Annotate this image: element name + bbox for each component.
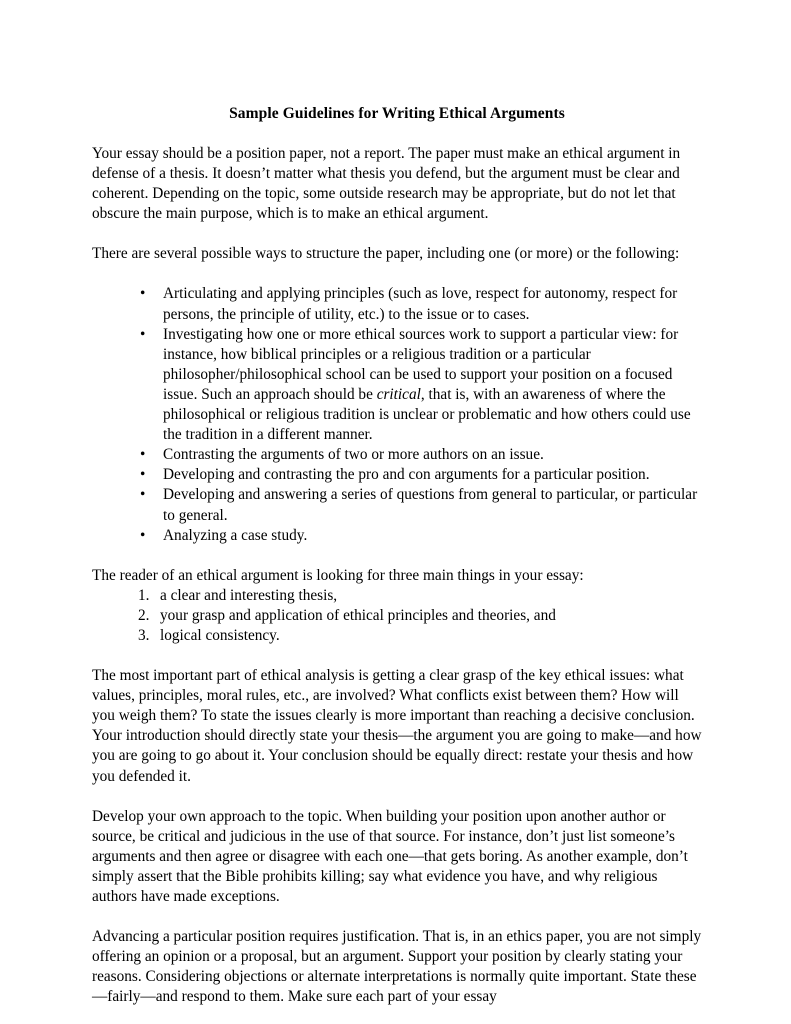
structure-bullet-list bbox=[92, 284, 702, 545]
bullet-text: Analyzing a case study. bbox=[163, 526, 308, 544]
intro-paragraph: Your essay should be a position paper, not a report. The paper must make an ethical argument in defense of a thesis. It doesn’t matter what thesis you defend, but the argument must be clear and coherent. Depending on the topic, some outside research may be appropriate, but do not let that obscure the main purpose, which is to make an ethical argument. bbox=[92, 145, 681, 223]
reader-numbered-list bbox=[92, 586, 702, 646]
list-item bbox=[92, 465, 702, 485]
list-item: your grasp and application of ethical principles and theories, and bbox=[160, 606, 556, 624]
list-item bbox=[92, 445, 702, 465]
paragraph-analysis: The most important part of ethical analysis is getting a clear grasp of the key ethical issues: what values, principles, moral rules, etc., are involved? What conflicts exist between them? How will you weigh them? To state the issues clearly is more important than reaching a decisive conclusion. Your introduction should directly state your thesis—the argument you are going to make—and how you are going to go about it. Your conclusion should be equally direct: restate your thesis and how you defended it. bbox=[92, 667, 702, 785]
bullet-text-continued: , that is, with an awareness of where the philosophical or religious tradition is unclear or problematic and how others could use the tradition in a different manner. bbox=[163, 385, 691, 444]
bullet-text: Articulating and applying principles (such as love, respect for autonomy, respect for persons, the principle of utility, etc.) to the issue or to cases. bbox=[163, 285, 678, 323]
bullet-text: Contrasting the arguments of two or more authors on an issue. bbox=[163, 446, 544, 464]
bullet-text: Investigating how one or more ethical sources work to support a particular view: for instance, how biblical principles or a religious tradition or a particular philosopher/philosophical school can be used to support your position on a focused issue. Such an approach should be bbox=[163, 325, 679, 403]
bullet-text: Developing and contrasting the pro and con arguments for a particular position. bbox=[163, 466, 650, 484]
page-title: Sample Guidelines for Writing Ethical Arguments bbox=[229, 105, 565, 122]
list-item: logical consistency. bbox=[160, 626, 280, 644]
list-item bbox=[92, 325, 702, 446]
spacer bbox=[92, 646, 702, 666]
list-item bbox=[92, 485, 702, 525]
spacer bbox=[92, 546, 702, 566]
list-item: a clear and interesting thesis, bbox=[160, 586, 338, 604]
structure-lead-in: There are several possible ways to structure the paper, including one (or more) or the following: bbox=[92, 245, 680, 263]
reader-lead-in: The reader of an ethical argument is looking for three main things in your essay: bbox=[92, 566, 584, 584]
bullet-text-emphasis: critical bbox=[376, 385, 421, 403]
document-body bbox=[92, 104, 702, 1024]
paragraph-justification: Advancing a particular position requires justification. That is, in an ethics paper, you are not simply offering an opinion or a proposal, but an argument. Support your position by clearly stating your reasons. Considering objections or alternate interpretations is normally quite important. State these—fairly—and respond to them. Make sure each part of your essay bbox=[92, 928, 702, 1006]
list-item bbox=[92, 284, 702, 324]
paragraph-approach: Develop your own approach to the topic. When building your position upon another author or source, be critical and judicious in the use of that source. For instance, don’t just list someone’s arguments and then agree or disagree with each one—that gets boring. As another example, don’t simply assert that the Bible prohibits killing; say what evidence you have, and why religious authors have made exceptions. bbox=[92, 807, 688, 905]
bullet-text: Developing and answering a series of questions from general to particular, or particular to general. bbox=[163, 486, 698, 524]
list-item bbox=[92, 526, 702, 546]
